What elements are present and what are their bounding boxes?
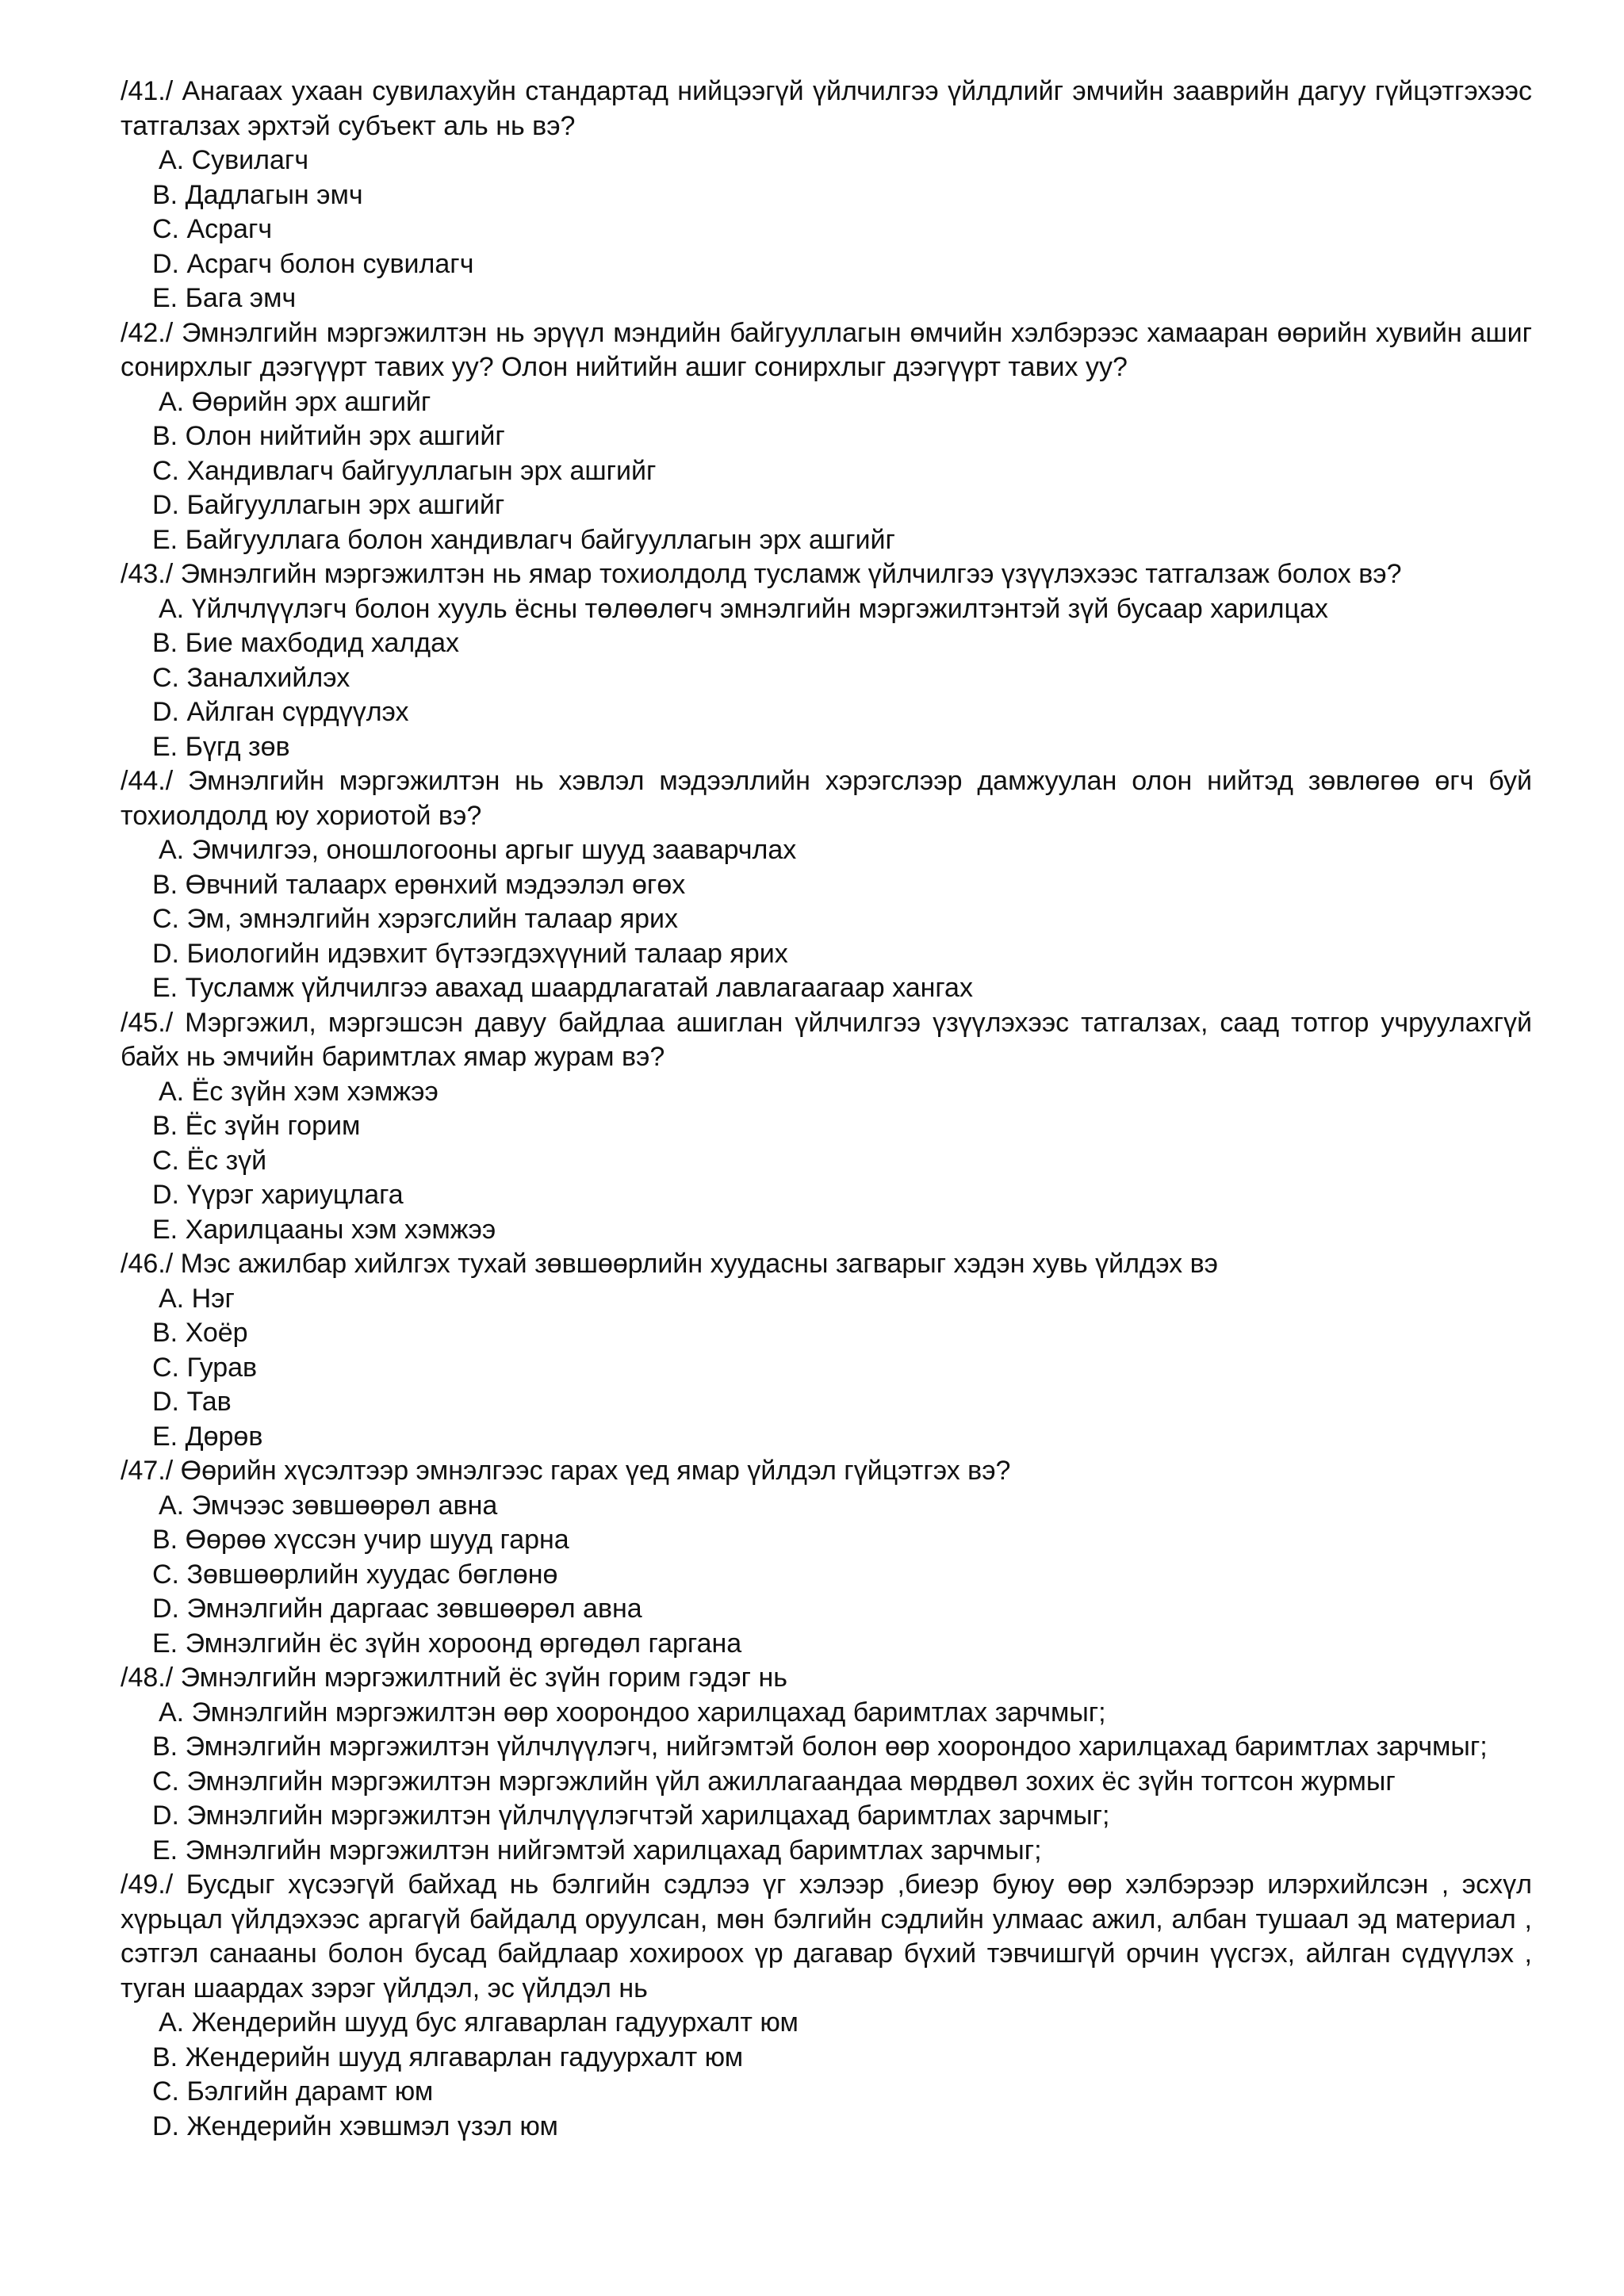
answer-option-c: C. Гурав [152, 1352, 258, 1383]
answer-option-d: D. Байгууллагын эрх ашгийг [152, 490, 505, 520]
answer-option-d: D. Айлган сүрдүүлэх [152, 697, 409, 727]
question-body: Эмнэлгийн мэргэжилтэн нь хэвлэл мэдээллийн хэрэгслээр дамжуулан олон нийтэд зөвлөгөө өгч буй тохиолдолд юу хориотой вэ? [121, 766, 1532, 831]
answer-option-b: B. Жендерийн шууд ялгаварлан гадуурхалт юм [152, 2042, 744, 2072]
answer-option-b: B. Дадлагын эмч [152, 179, 363, 210]
question-body: Өөрийн хүсэлтээр эмнэлгээс гарах үед ямар үйлдэл гүйцэтгэх вэ? [180, 1456, 1011, 1486]
answer-option-b: B. Бие махбодид халдах [152, 628, 459, 658]
answer-option-c: C. Ёс зүй [152, 1145, 267, 1176]
answer-option-a: A. Үйлчлүүлэгч болон хууль ёсны төлөөлөгч эмнэлгийн мэргэжилтэнтэй зүй бусаар харилцах [159, 593, 1328, 624]
answer-option-b: B. Өвчний талаарх ерөнхий мэдээлэл өгөх [152, 869, 686, 900]
question-text [121, 1247, 1532, 1282]
question-41 [121, 75, 1532, 316]
answer-option-e: E. Эмнэлгийн ёс зүйн хороонд өргөдөл гаргана [152, 1628, 742, 1659]
question-number: /44./ [121, 766, 174, 796]
answer-option-c: C. Бэлгийн дарамт юм [152, 2076, 434, 2107]
answer-option-a: A. Ёс зүйн хэм хэмжээ [159, 1076, 439, 1107]
question-text [121, 1454, 1532, 1489]
question-body: Анагаах ухаан сувилахуйн стандартад нийцээгүй үйлчилгээ үйлдлийг эмчийн зааврийн дагуу гүйцэтгэхээс татгалзах эрхтэй субъект аль нь вэ? [121, 76, 1532, 141]
question-body: Эмнэлгийн мэргэжилтэн нь ямар тохиолдолд тусламж үйлчилгээ үзүүлэхээс татгалзаж болох вэ? [180, 559, 1402, 589]
question-body: Мэргэжил, мэргэшсэн давуу байдлаа ашиглан үйлчилгээ үзүүлэхээс татгалзах, саад тотгор учруулахгүй байх нь эмчийн баримтлах ямар журам вэ? [121, 1007, 1532, 1072]
answer-option-c: C. Хандивлагч байгууллагын эрх ашгийг [152, 455, 657, 486]
answer-option-a: A. Нэг [159, 1283, 235, 1314]
question-text [121, 75, 1532, 144]
question-text [121, 557, 1532, 592]
question-number: /45./ [121, 1007, 174, 1038]
question-text [121, 1006, 1532, 1075]
question-47 [121, 1454, 1532, 1661]
document-page [121, 75, 1532, 2144]
question-text [121, 1868, 1532, 2006]
answer-option-d: D. Тав [152, 1387, 232, 1417]
answer-option-c: C. Эмнэлгийн мэргэжилтэн мэргэжлийн үйл ажиллагаандаа мөрдвөл зохих ёс зүйн тогтсон журмыг [152, 1766, 1396, 1797]
question-text [121, 316, 1532, 385]
question-42 [121, 316, 1532, 558]
answer-option-a: A. Жендерийн шууд бус ялгаварлан гадуурхалт юм [159, 2007, 799, 2038]
question-45 [121, 1006, 1532, 1248]
question-46 [121, 1247, 1532, 1454]
question-body: Бусдыг хүсээгүй байхад нь бэлгийн сэдлээ үг хэлээр ,биеэр буюу өөр хэлбэрээр илэрхийлсэн , эсхүл хүрьцал үйлдэхээс аргагүй байдалд оруулсан, мөн бэлгийн сэдлийн улмаас ажил, албан тушаал эд материал , сэтгэл санааны болон бусад байдлаар хохироох үр дагавар бүхий тэвчишгүй орчин үүсгэх, айлган сүдүүлэх , туган шаардах зэрэг үйлдэл, эс үйлдэл нь [121, 1869, 1532, 2003]
question-43 [121, 557, 1532, 764]
answer-option-d: D. Жендерийн хэвшмэл үзэл юм [152, 2110, 558, 2141]
answer-option-e: E. Байгууллага болон хандивлагч байгууллагын эрх ашгийг [152, 524, 895, 555]
answer-option-d: D. Эмнэлгийн даргаас зөвшөөрөл авна [152, 1594, 642, 1624]
answer-option-e: E. Тусламж үйлчилгээ авахад шаардлагатай лавлагаагаар хангах [152, 973, 973, 1003]
answer-option-a: A. Эмчилгээ, оношлогооны аргыг шууд зааварчлах [159, 835, 797, 865]
answer-option-a: A. Эмчээс зөвшөөрөл авна [159, 1490, 498, 1521]
answer-option-d: D. Эмнэлгийн мэргэжилтэн үйлчлүүлэгчтэй харилцахад баримтлах зарчмыг; [152, 1800, 1110, 1831]
question-number: /42./ [121, 317, 174, 348]
answer-option-e: E. Бага эмч [152, 283, 297, 313]
answer-option-b: B. Өөрөө хүссэн учир шууд гарна [152, 1525, 569, 1555]
question-number: /47./ [121, 1456, 174, 1486]
question-49 [121, 1868, 1532, 2144]
answer-option-e: E. Бүгд зөв [152, 731, 290, 762]
answer-option-d: D. Биологийн идэвхит бүтээгдэхүүний талаар ярих [152, 938, 788, 969]
answer-option-a: A. Эмнэлгийн мэргэжилтэн өөр хоорондоо харилцахад баримтлах зарчмыг; [159, 1697, 1106, 1728]
question-number: /46./ [121, 1249, 174, 1279]
answer-option-e: E. Эмнэлгийн мэргэжилтэн нийгэмтэй харилцахад баримтлах зарчмыг; [152, 1835, 1042, 1866]
question-number: /49./ [121, 1869, 174, 1900]
answer-option-b: B. Олон нийтийн эрх ашгийг [152, 421, 505, 451]
answer-option-b: B. Эмнэлгийн мэргэжилтэн үйлчлүүлэгч, нийгэмтэй болон өөр хоорондоо харилцахад баримтлах зарчмыг; [152, 1732, 1488, 1762]
answer-option-c: C. Зөвшөөрлийн хуудас бөглөнө [152, 1559, 558, 1590]
question-48 [121, 1661, 1532, 1868]
answer-option-b: B. Ёс зүйн горим [152, 1111, 361, 1141]
question-text [121, 764, 1532, 833]
answer-option-c: C. Заналхийлэх [152, 662, 350, 693]
question-number: /48./ [121, 1663, 174, 1693]
question-body: Эмнэлгийн мэргэжилтэн нь эрүүл мэндийн байгууллагын өмчийн хэлбэрээс хамааран өөрийн хувийн ашиг сонирхлыг дээгүүрт тавих уу? Олон нийтийн ашиг сонирхлыг дээгүүрт тавих уу? [121, 317, 1533, 382]
question-number: /43./ [121, 559, 174, 589]
question-body: Мэс ажилбар хийлгэх тухай зөвшөөрлийн хуудасны загварыг хэдэн хувь үйлдэх вэ [180, 1249, 1219, 1279]
answer-option-e: E. Харилцааны хэм хэмжээ [152, 1214, 496, 1245]
answer-option-a: A. Өөрийн эрх ашгийг [159, 386, 431, 417]
question-44 [121, 764, 1532, 1006]
answer-option-e: E. Дөрөв [152, 1421, 263, 1452]
answer-option-d: D. Асрагч болон сувилагч [152, 248, 474, 279]
answer-option-a: A. Сувилагч [159, 145, 309, 175]
answer-option-c: C. Эм, эмнэлгийн хэрэгслийн талаар ярих [152, 904, 679, 934]
answer-option-d: D. Үүрэг хариуцлага [152, 1180, 404, 1210]
answer-option-b: B. Хоёр [152, 1318, 248, 1348]
question-text [121, 1661, 1532, 1696]
question-number: /41./ [121, 76, 174, 106]
question-body: Эмнэлгийн мэргэжилтний ёс зүйн горим гэдэг нь [180, 1663, 787, 1693]
answer-option-c: C. Асрагч [152, 214, 273, 244]
